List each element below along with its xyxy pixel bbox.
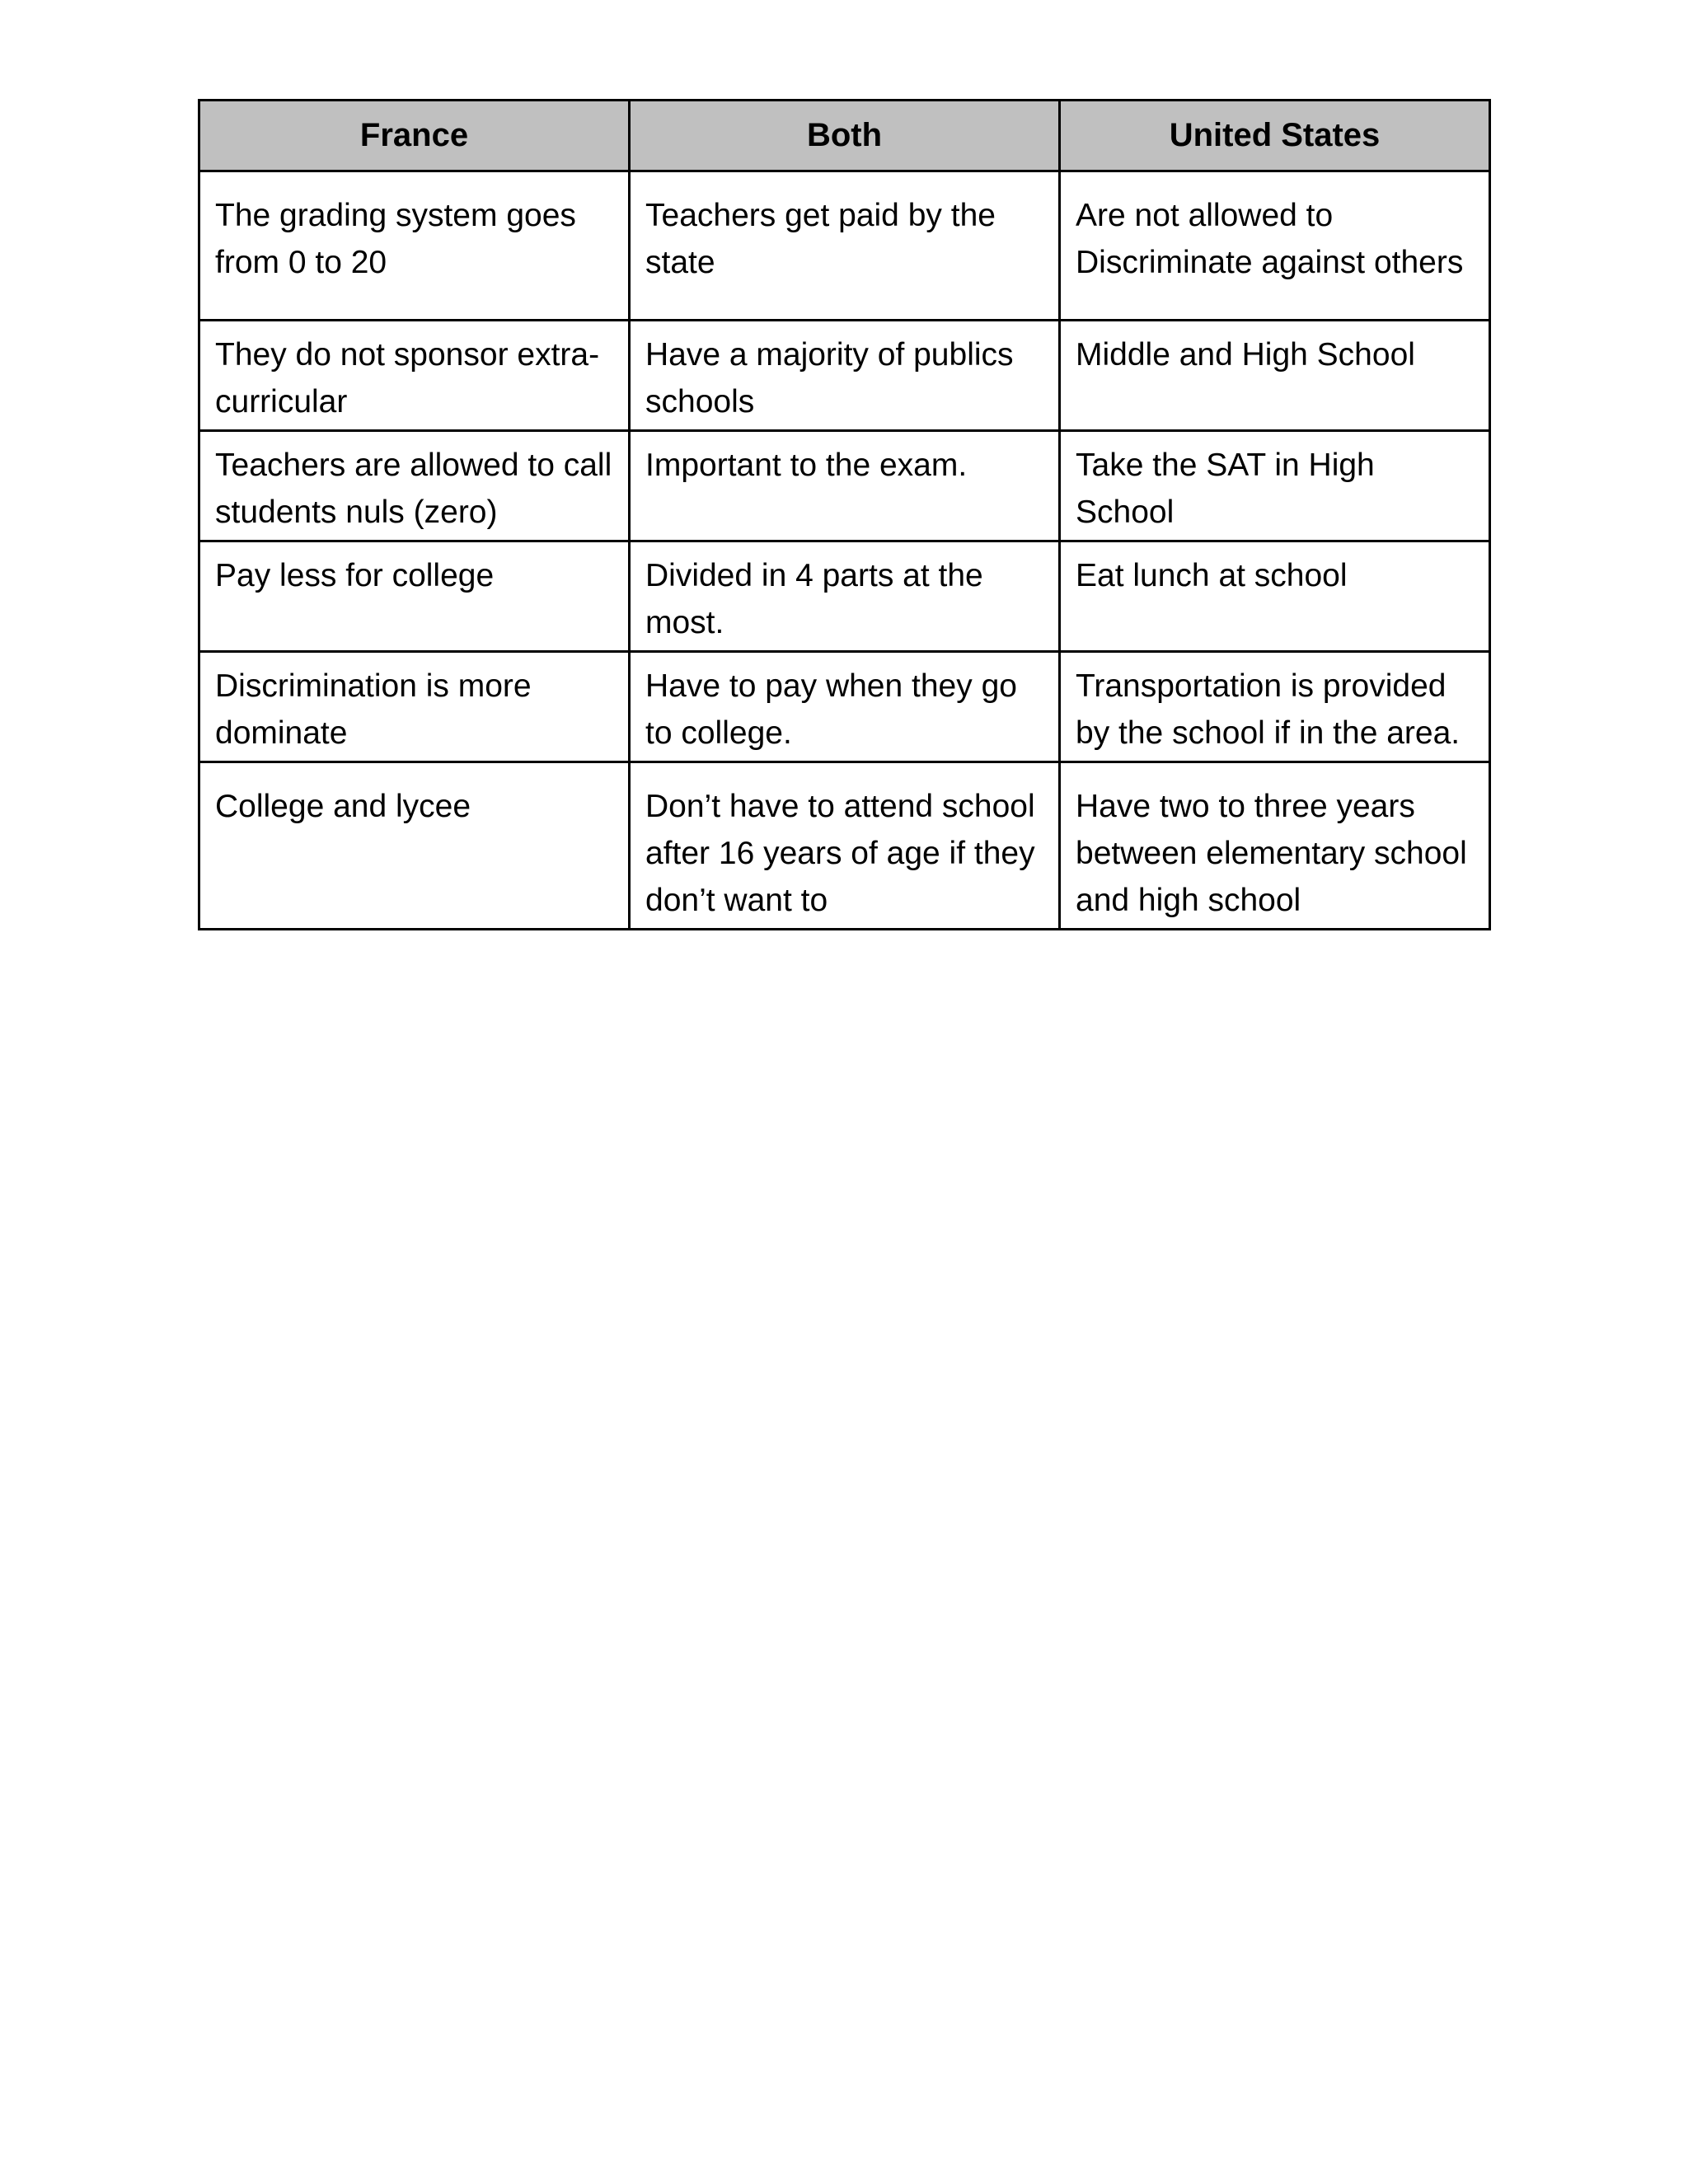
cell-text: Take the SAT in High School [1076, 448, 1375, 530]
table-cell [630, 431, 1060, 541]
table-viewport [198, 99, 1492, 918]
table-row [199, 541, 1490, 652]
table-header [199, 101, 1490, 171]
header-france: France [199, 101, 630, 171]
cell-text: Important to the exam. [645, 448, 968, 483]
cell-text: Transportation is provided by the school if in the area. [1076, 668, 1461, 751]
table-cell [199, 431, 630, 541]
table-row [199, 171, 1490, 321]
cell-text: The grading system goes from 0 to 20 [215, 198, 576, 280]
header-both: Both [630, 101, 1060, 171]
table-cell [199, 652, 630, 762]
cell-text: They do not sponsor extra-curricular [215, 337, 600, 419]
table-cell [199, 321, 630, 431]
cell-text: Have to pay when they go to college. [645, 668, 1017, 751]
cell-text: Have two to three years between elementary school and high school [1076, 789, 1467, 918]
table-cell [630, 541, 1060, 652]
table-row [199, 431, 1490, 541]
table-cell [630, 171, 1060, 321]
table-row [199, 762, 1490, 930]
table-cell [199, 541, 630, 652]
cell-text: College and lycee [215, 789, 471, 824]
cell-text: Divided in 4 parts at the most. [645, 558, 983, 640]
cell-text: Middle and High School [1076, 337, 1415, 373]
cell-text: Teachers get paid by the state [645, 198, 996, 280]
table-cell [1060, 762, 1490, 930]
table-body [199, 171, 1490, 930]
header-row [199, 101, 1490, 171]
cell-text: Don’t have to attend school after 16 years of age if they don’t want to [645, 789, 1035, 918]
table-row [199, 652, 1490, 762]
cell-text: Are not allowed to Discriminate against others [1076, 198, 1464, 280]
table-cell [1060, 541, 1490, 652]
table-cell [199, 762, 630, 930]
header-united-states: United States [1060, 101, 1490, 171]
cell-text: Have a majority of publics schools [645, 337, 1014, 419]
cell-text: Pay less for college [215, 558, 495, 593]
table-cell [1060, 431, 1490, 541]
table-cell [1060, 652, 1490, 762]
table-cell [630, 321, 1060, 431]
cell-text: Discrimination is more dominate [215, 668, 532, 751]
table-cell [630, 762, 1060, 930]
cell-text: Eat lunch at school [1076, 558, 1348, 593]
table-cell [199, 171, 630, 321]
comparison-table [198, 99, 1491, 930]
table-cell [1060, 171, 1490, 321]
table-row [199, 321, 1490, 431]
cell-text: Teachers are allowed to call students nuls (zero) [215, 448, 612, 530]
table-cell [1060, 321, 1490, 431]
table-cell [630, 652, 1060, 762]
